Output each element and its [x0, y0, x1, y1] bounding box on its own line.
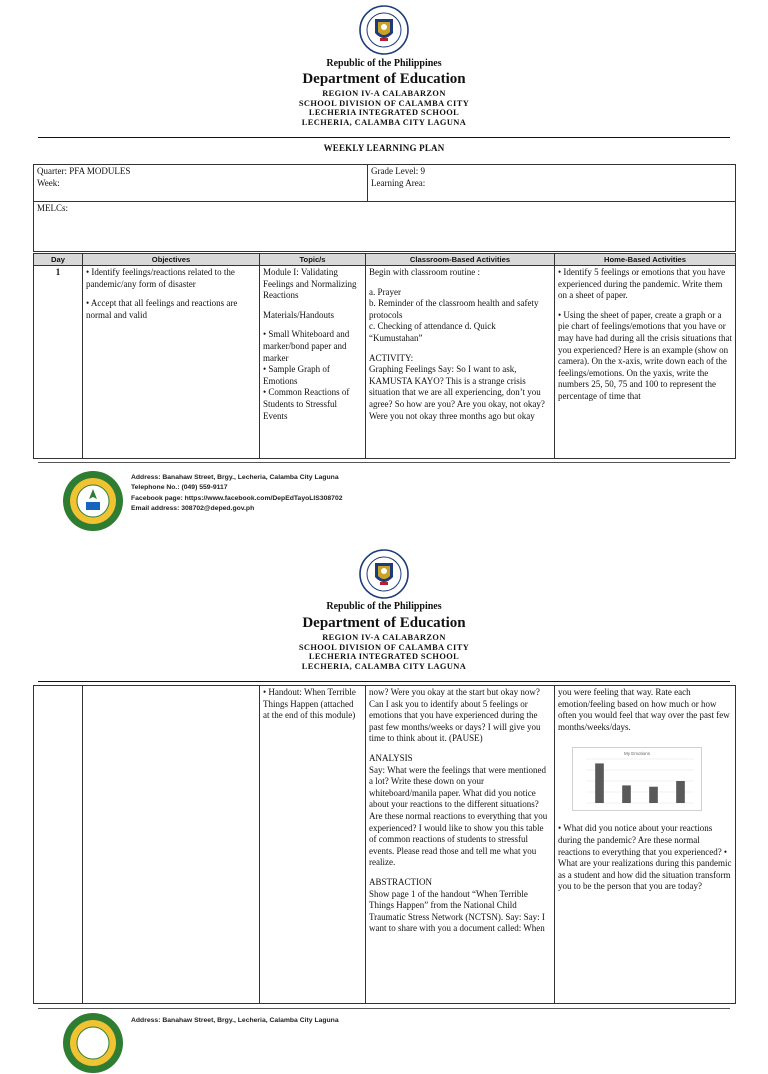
footer-telephone: Telephone No.: (049) 559-9117: [131, 484, 228, 492]
deped-seal-logo: [359, 549, 409, 599]
department-name: Department of Education: [302, 615, 466, 631]
location-line: LECHERIA, CALAMBA CITY LAGUNA: [301, 117, 467, 127]
info-table: [33, 164, 736, 252]
objective-item: • Accept that all feelings and reactions are normal and valid: [86, 298, 238, 320]
col-day-header: Day: [34, 254, 83, 266]
footer-contact: [131, 1016, 339, 1026]
objective-item: • Identify feelings/reactions related to the pandemic/any form of disaster: [86, 267, 235, 289]
grade-label: Grade Level: 9: [371, 166, 425, 176]
home-task-continued: you were feeling that way. Rate each emotion/feeling based on how much or how often you would feel that way over the past few months/weeks/days.: [558, 687, 730, 732]
module-title: Module I: Validating Feelings and Normalizing Reactions: [263, 267, 357, 301]
col-classroom-header: Classroom-Based Activities: [366, 254, 555, 266]
quarter-week-cell: [34, 165, 368, 202]
footer-rule: [38, 1008, 730, 1009]
day-cell: 1: [34, 266, 83, 459]
learning-area-label: Learning Area:: [371, 177, 426, 188]
department-name: Department of Education: [302, 71, 466, 87]
day-cell: [34, 686, 83, 1004]
header-rule: [38, 681, 730, 682]
classroom-cell: [366, 686, 555, 1004]
handout-item: • Handout: When Terrible Things Happen (attached at the end of this module): [263, 687, 356, 721]
activity-continued: now? Were you okay at the start but okay now? Can I ask you to identify about 5 feelings or emotions that you have experienced during the past few months/weeks or days? I will give you time to think about it. (PAUSE): [369, 687, 541, 744]
routine-steps: a. Prayer b. Reminder of the classroom health and safety protocols c. Checking of attendance d. Quick “Kumustahan”: [369, 286, 539, 343]
chart-bar: [676, 781, 685, 803]
footer-facebook[interactable]: Facebook page: https://www.facebook.com/DepEdTayoLIS308702: [131, 494, 343, 502]
republic-line: Republic of the Philippines: [326, 58, 442, 69]
home-cell: [555, 266, 736, 459]
school-seal-logo: [62, 1012, 124, 1074]
plan-table-page2: [33, 685, 736, 1004]
school-line: LECHERIA INTEGRATED SCHOOL: [308, 652, 460, 662]
grade-area-cell: [368, 165, 736, 202]
deped-seal-logo: [359, 5, 409, 55]
topics-cell: [260, 266, 366, 459]
region-line: REGION IV-A CALABARZON: [322, 89, 446, 98]
activity-text: ACTIVITY: Graphing Feelings Say: So I want to ask, KAMUSTA KAYO? This is a strange crisis situation that we are all experiencing, don’t you agree? So how are you? Are you okay, not okay? Were you not okay three months ago but okay: [369, 352, 545, 421]
header-address-block: [0, 89, 768, 127]
objectives-cell: [83, 686, 260, 1004]
region-line: REGION IV-A CALABARZON: [322, 633, 446, 642]
abstraction-text: ABSTRACTION Show page 1 of the handout “When Terrible Things Happen” from the National Child Traumatic Stress Network (NCTSN). Say: Say: I want to share with you a document called: When: [369, 876, 545, 934]
footer-address: Address: Banahaw Street, Brgy., Lecheria, Calamba City Laguna: [131, 474, 339, 481]
reflection-questions: • What did you notice about your reactions during the pandemic? Are these normal reactions to everything that you experienced? • What are your realizations during this pandemic as a student and how did the situation transform you to be the person that you are today?: [558, 823, 732, 892]
materials-label: Materials/Handouts: [263, 309, 334, 320]
chart-bar: [649, 787, 658, 803]
materials-list: • Small Whiteboard and marker/bond paper and marker • Sample Graph of Emotions • Common Reactions of Students to Stressful Events: [263, 329, 350, 421]
home-cell: [555, 686, 736, 1004]
col-objectives-header: Objectives: [83, 254, 260, 266]
plan-table-page1: [33, 253, 736, 459]
home-task: • Identify 5 feelings or emotions that you have experienced during the pandemic. Write them on a sheet of paper.: [558, 267, 726, 301]
plan-title: WEEKLY LEARNING PLAN: [323, 143, 445, 153]
republic-line: Republic of the Philippines: [326, 601, 442, 612]
topics-cell: [260, 686, 366, 1004]
footer-address: Address: Banahaw Street, Brgy., Lecheria, Calamba City Laguna: [131, 1017, 339, 1024]
school-line: LECHERIA INTEGRATED SCHOOL: [308, 108, 460, 118]
footer-email[interactable]: Email address: 308702@deped.gov.ph: [131, 505, 255, 513]
chart-title: My Emotions: [623, 751, 651, 757]
week-label: Week:: [37, 177, 60, 188]
objectives-cell: [83, 266, 260, 459]
col-home-header: Home-Based Activities: [555, 254, 736, 266]
home-task: • Using the sheet of paper, create a graph or a pie chart of feelings/emotions that you have or may have had during all the crisis situations that you experienced? Here is an example (show on camera). On the x-axis, write down each of the feelings/emotions. On the yaxis, write the numbers 25, 50, 75 and 100 to represent the percentage of time that: [558, 309, 732, 401]
school-seal-logo: [62, 470, 124, 532]
footer-rule: [38, 462, 730, 463]
chart-bar: [595, 764, 604, 804]
division-line: SCHOOL DIVISION OF CALAMBA CITY: [298, 642, 470, 652]
melcs-label: MELCs:: [37, 203, 69, 213]
classroom-routine: Begin with classroom routine :: [369, 267, 480, 277]
chart-bar: [622, 786, 631, 804]
quarter-label: Quarter: PFA MODULES: [37, 166, 131, 176]
melcs-cell: [34, 202, 736, 252]
header-address-block: [0, 633, 768, 671]
col-topics-header: Topic/s: [260, 254, 366, 266]
footer-contact: [131, 473, 343, 515]
analysis-text: ANALYSIS Say: What were the feelings that were mentioned a lot? Write these down on your whiteboard/manila paper. What did you notice about your reactions to the different situations? Are these normal reactions to everything that you experienced? I would like to show you this table of common reactions of students to stressful events. Please read those and tell me what you realize.: [369, 752, 548, 868]
sample-emotions-chart: [572, 747, 702, 811]
location-line: LECHERIA, CALAMBA CITY LAGUNA: [301, 661, 467, 671]
division-line: SCHOOL DIVISION OF CALAMBA CITY: [298, 98, 470, 108]
classroom-cell: [366, 266, 555, 459]
header-rule: [38, 137, 730, 138]
